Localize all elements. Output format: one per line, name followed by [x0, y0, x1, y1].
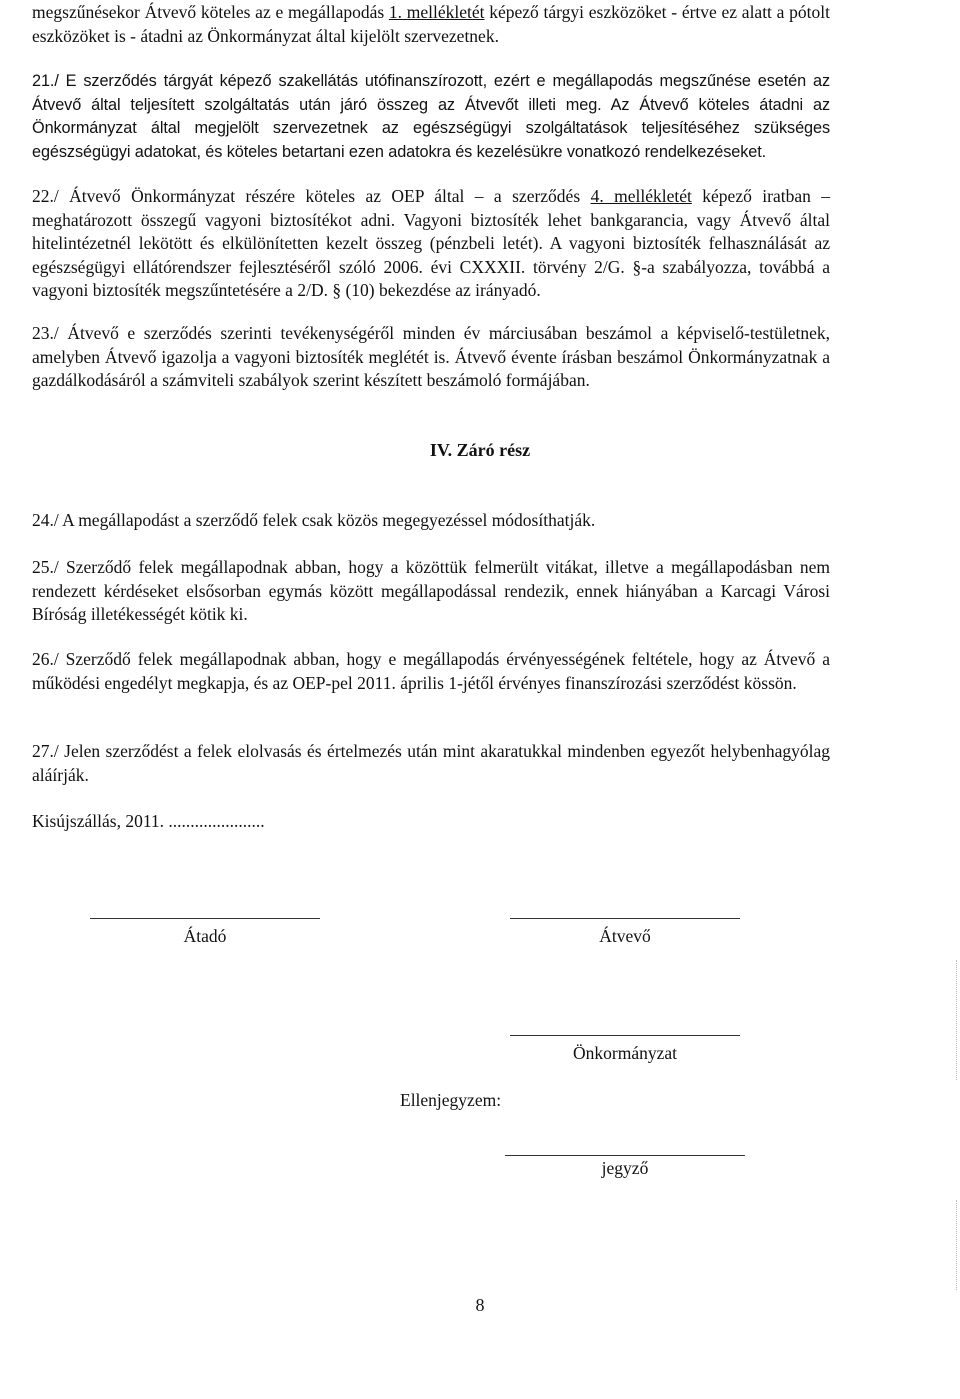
scan-edge-mark — [956, 960, 958, 1080]
paragraph-22-text: 22./ Átvevő Önkormányzat részére köteles az OEP által – a szerződés — [32, 186, 591, 206]
section-heading: IV. Záró rész — [429, 440, 531, 460]
paragraph-26: 26./ Szerződő felek megállapodnak abban, hogy e megállapodás érvényességének feltétele, hogy az Átvevő a működési engedélyt megkapja, és az OEP-pel 2011. április 1-jétől érvényes finanszírozási szerződést kössön. — [32, 649, 830, 693]
place-and-date: Kisújszállás, 2011. ...................... — [32, 811, 265, 831]
paragraph-23: 23./ Átvevő e szerződés szerinti tevékenységéről minden év márciusában beszámol a képviselő-testületnek, amelyben Átvevő igazolja a vagyoni biztosíték meglétét is. Átvevő évente írásban beszámol Önkormányzatnak a gazdálkodásáról a számviteli szabályok szerint készített beszámoló formájában. — [32, 323, 830, 391]
signature-line-atado — [90, 918, 320, 919]
paragraph-27: 27./ Jelen szerződést a felek elolvasás és értelmezés után mint akaratukkal mindenben egyezőt helybenhagyólag aláírják. — [32, 741, 830, 785]
signature-line-atvevo — [510, 918, 740, 919]
signature-label-jegyzo: jegyző — [601, 1158, 649, 1178]
paragraph-intro — [32, 1, 830, 48]
paragraph-21-text: 21./ E szerződés tárgyát képező szakellátás utófinanszírozott, ezért e megállapodás megszűnése esetén az Átvevő által teljesített szolgáltatás után járó összeg az Átvevőt illeti meg. Az Átvevő köteles átadni az Önkormányzat által megjelölt szervezetnek az egészségügyi szolgáltatások teljesítéséhez szükséges egészségügyi adatokat, és köteles betartani ezen adatokra és kezelésükre vonatkozó rendelkezéseket. — [32, 72, 830, 161]
signature-label-atado: Átadó — [183, 926, 227, 946]
page-number: 8 — [475, 1295, 485, 1315]
intro-text-after: képező tárgyi eszközöket - értve ez alatt a pótolt eszközöket is - átadni az Önkormányzat által kijelölt szervezetnek. — [32, 2, 831, 46]
signature-line-jegyzo — [505, 1155, 745, 1156]
paragraph-24: 24./ A megállapodást a szerződő felek csak közös megegyezéssel módosíthatják. — [32, 510, 596, 530]
paragraph-22-text-after: képező iratban – meghatározott összegű vagyoni biztosítékot adni. Vagyoni biztosíték lehet bankgarancia, vagy Átvevő által hitelintézetnél lekötött és elkülönítetten kezelt összeg (pénzbeli letét). A vagyoni biztosíték felhasználását az egészségügyi ellátórendszer fejlesztéséről szóló 2006. évi CXXXII. törvény 2/G. §-a szabályozza, továbbá a vagyoni biztosíték megszűntetésére a 2/D. § (10) bekezdése az irányadó. — [32, 186, 831, 301]
attachment-4-reference: 4. mellékletét — [590, 186, 692, 206]
signature-line-onkormanyzat — [510, 1035, 740, 1036]
countersign-label: Ellenjegyzem: — [400, 1090, 502, 1110]
attachment-1-reference: 1. mellékletét — [388, 2, 485, 22]
scan-edge-mark — [956, 1200, 958, 1290]
intro-text: megszűnésekor Átvevő köteles az e megállapodás — [32, 2, 389, 22]
signature-label-atvevo: Átvevő — [599, 926, 651, 946]
paragraph-25: 25./ Szerződő felek megállapodnak abban, hogy a közöttük felmerült vitákat, illetve a megállapodásban nem rendezett kérdéseket elsősorban egymás között megállapodással rendezik, ennek hiányában a Karcagi Városi Bíróság illetékességét kötik ki. — [32, 557, 830, 625]
signature-label-onkormanyzat: Önkormányzat — [573, 1043, 677, 1063]
paragraph-22 — [32, 185, 830, 303]
paragraph-21 — [32, 70, 830, 164]
